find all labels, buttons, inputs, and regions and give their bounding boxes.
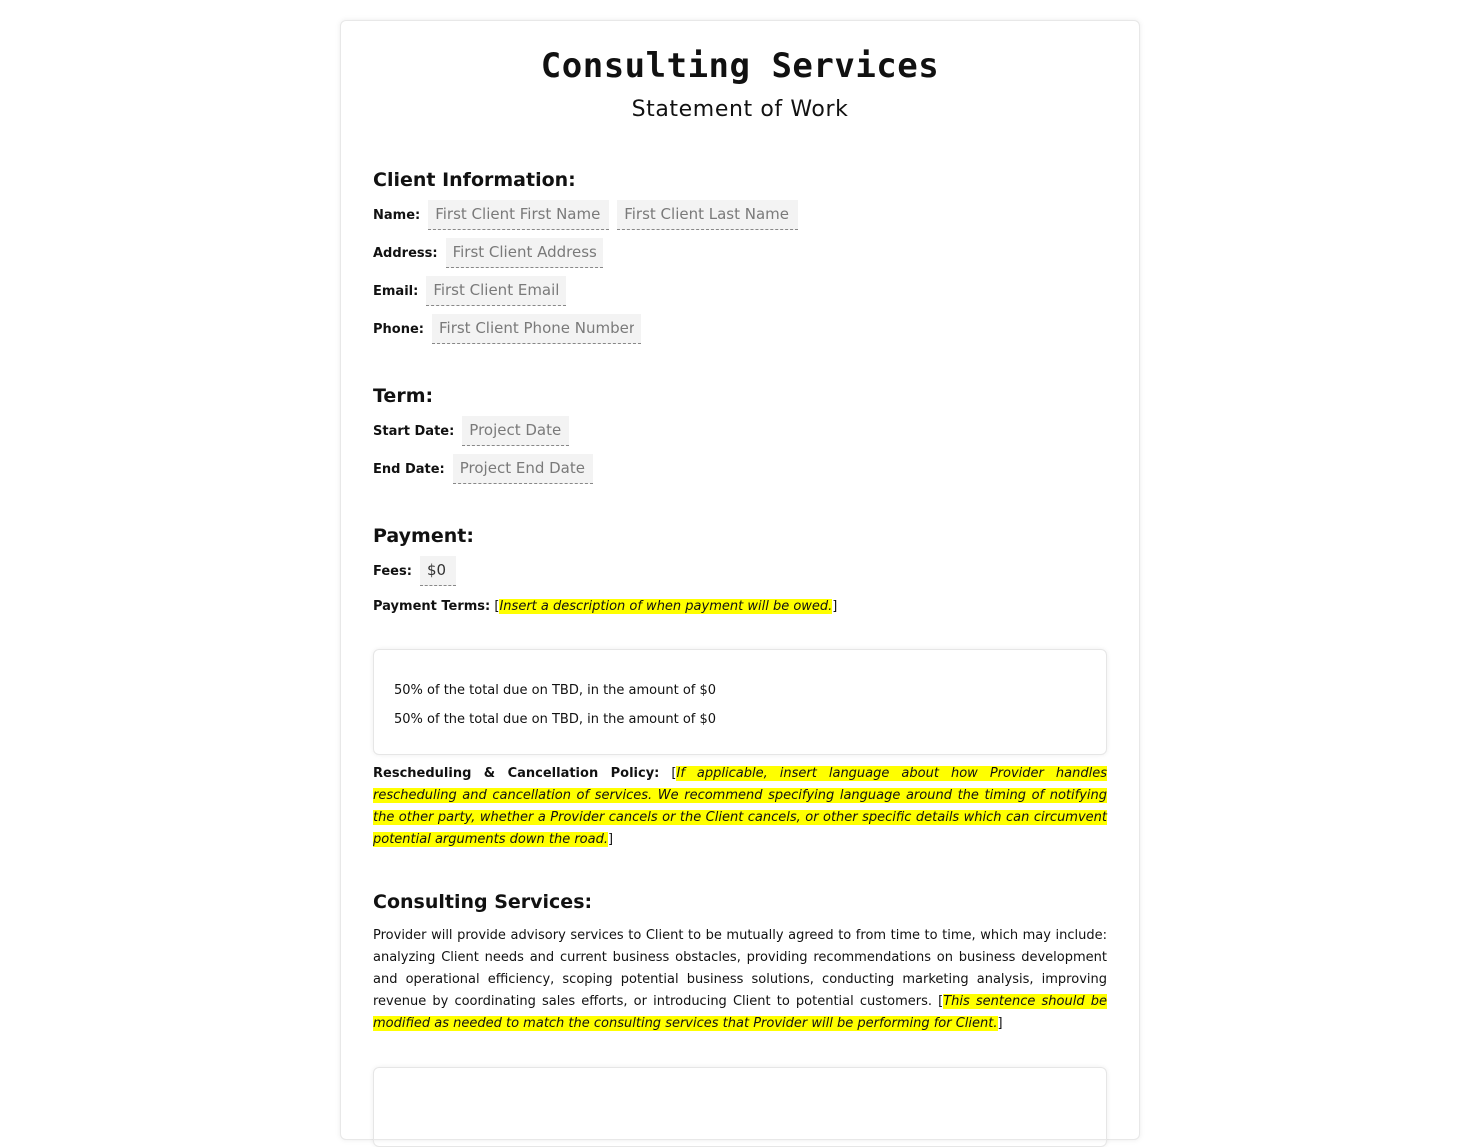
consulting-body-text: Provider will provide advisory services to Client to be mutually agreed to from time to time, which may include: analyzing Client needs and current business obstacles, providing recommendations on business development and operational efficiency, scoping potential business solutions, conducting marketing analysis, improving revenue by coordinating sales efforts, or introducing Client to potential customers. [ xyxy=(373,928,1107,1009)
payment-terms-placeholder[interactable]: Insert a description of when payment will be owed. xyxy=(499,599,833,614)
next-section-box xyxy=(373,1067,1107,1147)
payment-terms-open: [ xyxy=(490,599,500,614)
fees-input[interactable] xyxy=(420,556,456,586)
last-name-input[interactable] xyxy=(617,200,798,230)
end-date-input[interactable] xyxy=(453,454,593,484)
cancellation-policy xyxy=(373,763,1107,851)
fees-row xyxy=(373,555,1107,587)
name-label: Name: xyxy=(373,207,421,223)
email-label: Email: xyxy=(373,283,419,299)
phone-label: Phone: xyxy=(373,321,424,337)
policy-close: ] xyxy=(608,832,614,847)
phone-input[interactable] xyxy=(432,314,641,344)
consulting-note-close: ] xyxy=(997,1016,1003,1031)
policy-open: [ xyxy=(659,766,677,781)
fees-label: Fees: xyxy=(373,563,412,579)
first-name-input[interactable] xyxy=(428,200,609,230)
document-title: Consulting Services xyxy=(540,46,940,86)
address-label: Address: xyxy=(373,245,438,261)
start-date-input[interactable] xyxy=(462,416,569,446)
end-date-row xyxy=(373,453,1107,485)
schedule-line-1: 50% of the total due on TBD, in the amount of $0 xyxy=(394,683,717,698)
schedule-line-2: 50% of the total due on TBD, in the amount of $0 xyxy=(394,712,717,727)
consulting-note[interactable]: This sentence should be modified as needed to match the consulting services that Provider will be performing for Client. xyxy=(373,994,1107,1031)
term-heading: Term: xyxy=(373,385,434,407)
policy-placeholder[interactable]: If applicable, insert language about how Provider handles rescheduling and cancellation of services. We recommend specifying language around the timing of notifying the other party, whether a Provider cancels or the Client cancels, or other specific details which can circumvent potential arguments down the road. xyxy=(373,766,1107,847)
consulting-heading: Consulting Services: xyxy=(373,891,593,913)
client-email-row xyxy=(373,275,1107,307)
payment-terms xyxy=(373,597,1107,617)
address-input[interactable] xyxy=(446,238,603,268)
policy-label: Rescheduling & Cancellation Policy: xyxy=(373,766,660,781)
client-phone-row xyxy=(373,313,1107,345)
start-date-label: Start Date: xyxy=(373,423,455,439)
client-address-row xyxy=(373,237,1107,269)
end-date-label: End Date: xyxy=(373,461,445,477)
client-name-row xyxy=(373,199,1107,231)
client-info-heading: Client Information: xyxy=(373,169,576,191)
start-date-row xyxy=(373,415,1107,447)
payment-terms-close: ] xyxy=(832,599,838,614)
payment-terms-label: Payment Terms: xyxy=(373,599,491,614)
payment-heading: Payment: xyxy=(373,525,474,547)
email-input[interactable] xyxy=(426,276,566,306)
document-subtitle: Statement of Work xyxy=(631,97,849,122)
consulting-description xyxy=(373,925,1107,1035)
document-card xyxy=(340,20,1140,1140)
payment-schedule-box xyxy=(373,649,1107,755)
